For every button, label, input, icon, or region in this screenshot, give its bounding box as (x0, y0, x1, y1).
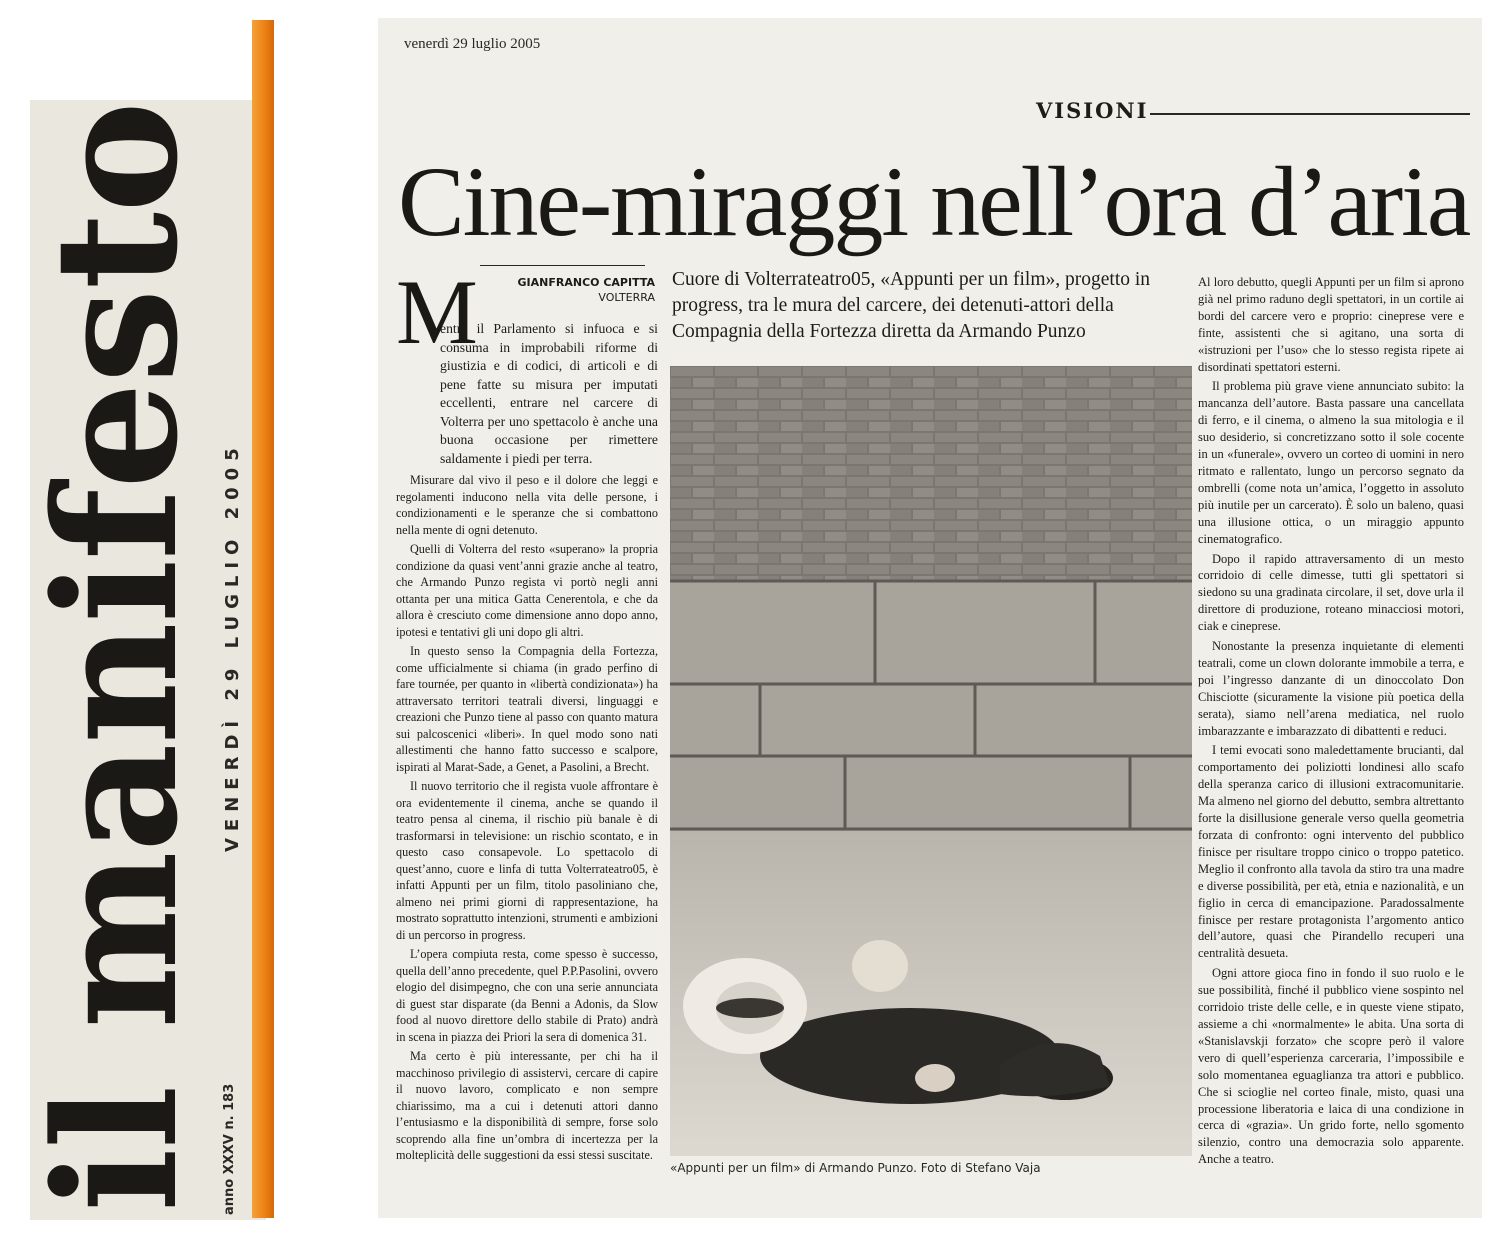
article-paragraph: Il nuovo territorio che il regista vuole affrontare è ora evidentemente il cinema, anche se quando il teatro pensa al cinema, il rischio più banale è di trasformarsi in televisione: un rischio scontato, e in questo caso consapevole. Lo spettacolo di quest’anno, cuore e linfa di tutta Volterrateatro05, è infatti Appunti per un film, titolo pasoliniano che, almeno nei primi giorni di rappresentazione, ha mostrato soprattutto intenzioni, strumenti e ambizioni di un percorso in progress. (396, 779, 658, 942)
article-paragraph: I temi evocati sono maledettamente brucianti, dal comportamento dei poliziotti londinesi allo scafo della speranza carico di illusioni extracomunitarie. Ma almeno nel giorno del debutto, sembra altrettanto forte la disillusione generale verso quella geometria forzata di confronto: ogni intervento del pubblico finisce per risultare troppo cinico o troppo patetico. Meglio il confronto alla tavola da stiro tra una madre e diverse possibilità, per età, etnia e nazionalità, e un figlio in cerca di emancipazione. Paradossalmente finisce per restare protagonista l’argomento antico dell’autore, quasi che Pirandello recuperi una centralità desueta. (1198, 743, 1464, 961)
section-rule (1150, 113, 1470, 115)
lead-paragraph: entre il Parlamento si infuoca e si consuma in improbabili riforme di giustizia e di codici, di articoli e di pene fatte su misura per imputati eccellenti, entrare nel carcere di Volterra per uno spettacolo è anche una buona occasione per rimettere saldamente i piedi per terra. (440, 321, 658, 466)
brick-wall (670, 366, 1192, 581)
article-paragraph: Al loro debutto, quegli Appunti per un film si aprono già nel primo raduno degli spettatori, in un cortile ai bordi del carcere vero e proprio: cineprese vere e finte, assistenti che si agitano, una sorta di «istruzioni per l’uso» che lo stesso regista ripete ai disordinati spettatori esterni. (1198, 275, 1464, 374)
orange-bar (252, 20, 274, 1218)
section-label: VISIONI (1036, 98, 1149, 123)
article-paragraph: In questo senso la Compagnia della Fortezza, come ufficialmente si chiama (in grado perfino di fare tournée, per quanto in «libertà condizionata») ha attraversato territori teatrali diversi, linguaggi e creazioni che Punzo tiene al passo con quanto matura sui palcoscenici «liberi». In quel modo sono nati allestimenti che hanno fatto successo e scalpore, ispirati al Marat-Sade, a Genet, a Pasolini, a Brecht. (396, 644, 658, 774)
headline: Cine-miraggi nell’ora d’aria (398, 146, 1470, 257)
drop-cap: M (396, 261, 478, 363)
stone-base (670, 581, 1192, 831)
hand (915, 1064, 955, 1092)
dateline-place: VOLTERRA (598, 291, 655, 304)
deck: Cuore di Volterrateatro05, «Appunti per un film», progetto in progress, tra le mura del carcere, dei detenuti-attori della Compagnia della Fortezza diretta da Armando Punzo (672, 269, 1151, 342)
photo-caption: «Appunti per un film» di Armando Punzo. Foto di Stefano Vaja (670, 1161, 1041, 1175)
issue-date: VENERDÌ 29 LUGLIO 2005 (222, 441, 243, 852)
newspaper-logo: il manifesto (17, 101, 215, 1212)
article-paragraph: L’opera compiuta resta, come spesso è successo, quella dell’anno precedente, quel P.P.Pasolini, ovvero elogio del disimpegno, che con una serie annunciata di guest star disparate (da Benni a Adonis, da Slow food al nuovo direttore dello stabile di Prato) andrà in scena in piazza dei Priori la sera di domenica 31. (396, 947, 658, 1044)
article-paragraph: Dopo il rapido attraversamento di un mesto corridoio di celle dimesse, tutti gli spettatori si siedono su una gradinata circolare, il set, dove urla il direttore di produzione, roteano minacciosi motori, ciak e cineprese. (1198, 551, 1464, 634)
article-paragraph: Quelli di Volterra del resto «superano» la propria condizione da quasi vent’anni grazie anche al teatro, che Armando Punzo regista vi portò negli anni ottanta per una mitica Gatta Cenerentola, e che da allora è cresciuto come dimensione anno dopo anno, ipotesi e tentativi gli uni dopo gli altri. (396, 542, 658, 639)
byline-rule (480, 265, 645, 266)
dateline: venerdì 29 luglio 2005 (404, 36, 541, 52)
article-paragraph: Ma certo è più interessante, per chi ha il macchinoso privilegio di assistervi, cercare di capire il nuovo lavoro, complicato e non sempre chiarissimo, ma a cui i detenuti attori danno l’entusiasmo e la disponibilità di sempre, forse solo scoprendo alla fine un’ombra di incertezza per la molteplicità delle suggestioni da essi stessi suscitate. (396, 1049, 658, 1162)
issue-number: anno XXXV n. 183 (222, 1083, 237, 1215)
article-paragraph: Misurare dal vivo il peso e il dolore che leggi e regolamenti inducono nella vita delle persone, i condizionamenti e le speranze che si combattono nella mente di ogni detenuto. (396, 473, 658, 537)
article-column-right (1198, 274, 1464, 1171)
article-column-left (396, 472, 658, 1167)
article-paragraph: Nonostante la presenza inquietante di elementi teatrali, come un clown dolorante immobile a terra, e poi l’ingresso danzante di un dinoccolato Don Chisciotte (sicuramente la visione più poetica della serata), siamo nell’arena mediatica, nel ruolo imbarazzante e imbarazzato di dibattenti e reduci. (1198, 639, 1464, 738)
byline: GIANFRANCO CAPITTA (517, 276, 655, 289)
article-paragraph: Ogni attore gioca fino in fondo il suo ruolo e le sue possibilità, finché il pubblico viene sospinto nel corridoio triste delle celle, e in queste viene stipato, assieme a chi «normalmente» le abita. Una sorta di «Stanislavskji forzato» che scopre però il valore vero di quell’esperienza carceraria, l’impossibile e solo momentanea eguaglianza tra attori e pubblico. Che si scioglie nel corteo finale, misto, quasi una processione liberatoria e laica di una condizione in cerca di «grazia». Un grido forte, nello sgomento silenzio, contro una democrazia solo apparente. Anche a teatro. (1198, 966, 1464, 1167)
article-photo (670, 366, 1192, 1156)
article-paragraph: Il problema più grave viene annunciato subito: la mancanza dell’autore. Basta passare una cancellata di ferro, e il cinema, o almeno la sua mitologia e il suo desiderio, si concretizzano sotto il sole cocente in un «funerale», ovvero un corteo di uomini in nero ritmato e rallentato, lungo un percorso segnato da ombrelli (come nota un’amica, l’oggetto in assoluto più inutile per un carcerato). È solo un baleno, quasi una illusione ottica, o un miraggio appunto cinematografico. (1198, 379, 1464, 546)
